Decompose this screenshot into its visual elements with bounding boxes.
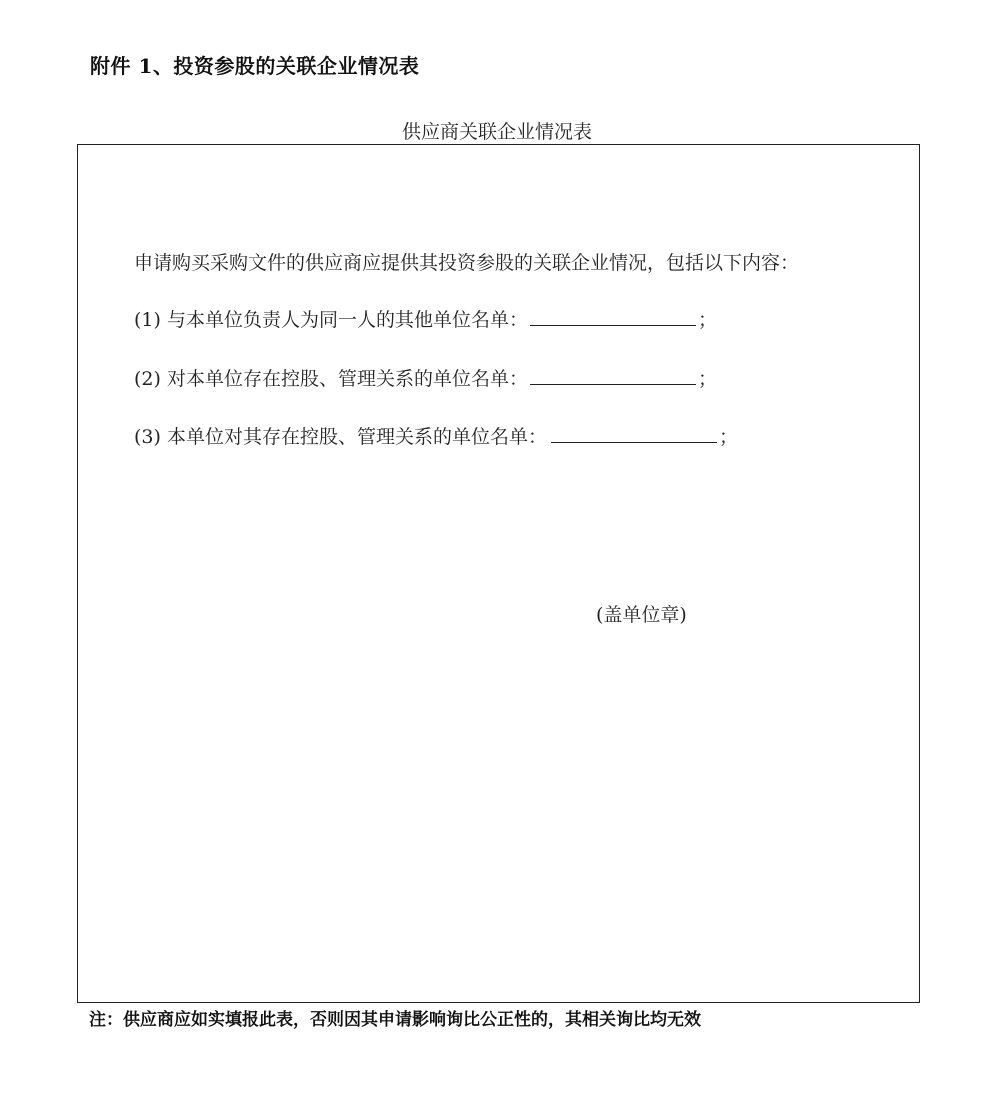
- attachment-heading: 附件 1、投资参股的关联企业情况表: [90, 54, 420, 78]
- form-item-3: [134, 422, 738, 449]
- form-item-label: (3) 本单位对其存在控股、管理关系的单位名单：: [134, 426, 547, 448]
- terminator: ；: [697, 368, 717, 390]
- fill-in-blank[interactable]: [530, 305, 696, 326]
- form-title: 供应商关联企业情况表: [401, 121, 592, 143]
- intro-text: 申请购买采购文件的供应商应提供其投资参股的关联企业情况，包括以下内容：: [134, 252, 800, 274]
- form-item-label: (1) 与本单位负责人为同一人的其他单位名单：: [134, 309, 528, 331]
- form-item-label: (2) 对本单位存在控股、管理关系的单位名单：: [134, 368, 528, 390]
- fill-in-blank[interactable]: [530, 364, 696, 385]
- terminator: ；: [718, 426, 738, 448]
- form-item-1: [134, 305, 717, 332]
- fill-in-blank[interactable]: [551, 422, 717, 443]
- footnote: 注：供应商应如实填报此表，否则因其申请影响询比公正性的，其相关询比均无效: [89, 1010, 701, 1030]
- terminator: ；: [697, 309, 717, 331]
- form-item-2: [134, 364, 717, 391]
- company-seal-placeholder: (盖单位章): [596, 604, 687, 626]
